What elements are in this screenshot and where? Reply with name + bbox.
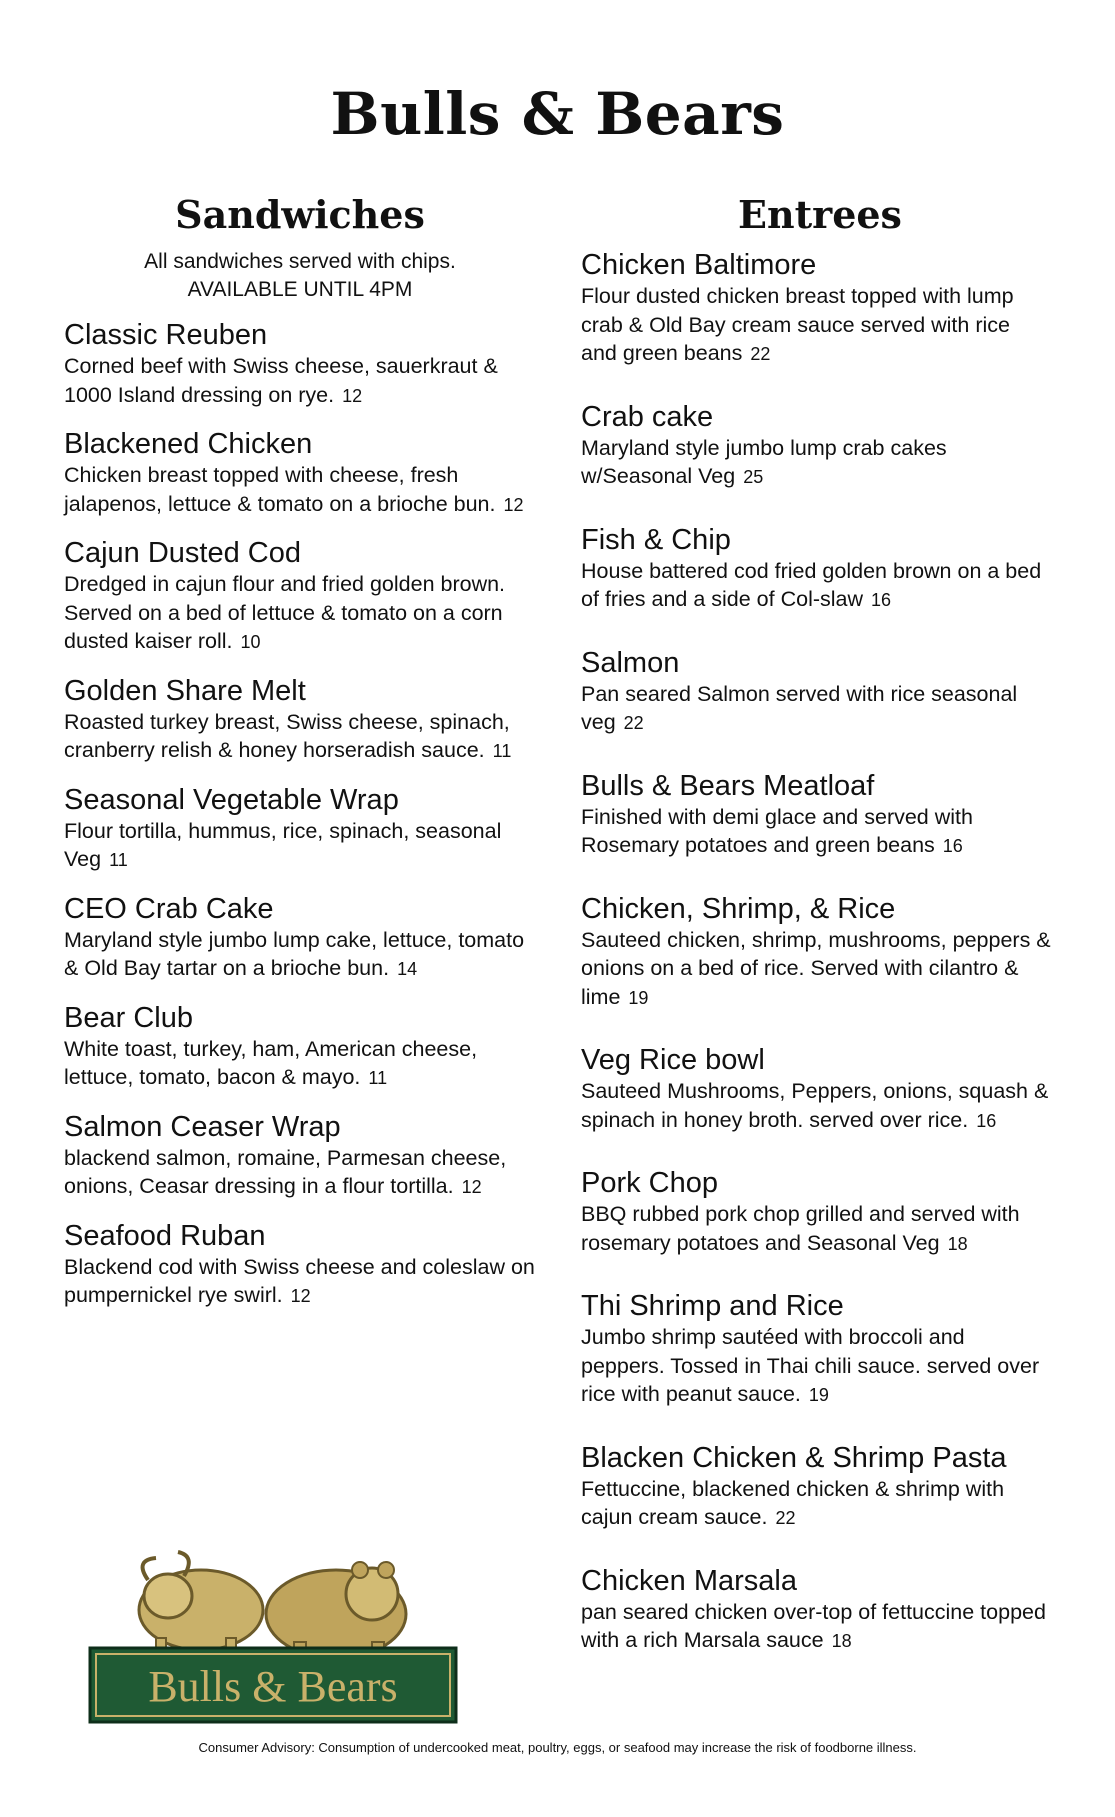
item-name: Seasonal Vegetable Wrap xyxy=(64,783,399,816)
menu-item xyxy=(64,536,544,656)
menu-item xyxy=(64,1219,544,1310)
item-description: House battered cod fried golden brown on a bed of fries and a side of Col-slaw xyxy=(581,558,1042,611)
item-name: Blacken Chicken & Shrimp Pasta xyxy=(581,1441,1007,1474)
item-price: 16 xyxy=(976,1110,997,1131)
item-description: Maryland style jumbo lump crab cakes w/Seasonal Veg xyxy=(581,435,947,488)
item-price: 16 xyxy=(942,836,963,856)
item-price: 14 xyxy=(397,959,418,979)
menu-item xyxy=(581,646,1051,737)
logo-text: Bulls & Bears xyxy=(148,1662,398,1711)
item-description: Sauteed Mushrooms, Peppers, onions, squash & spinach in honey broth. served over rice. xyxy=(581,1079,1049,1132)
menu-item xyxy=(64,427,544,518)
bull-icon xyxy=(139,1552,263,1662)
item-description: Maryland style jumbo lump cake, lettuce, tomato & Old Bay tartar on a brioche bun. xyxy=(64,927,525,980)
item-description: Blackend cod with Swiss cheese and coleslaw on pumpernickel rye swirl. xyxy=(64,1254,535,1307)
item-price: 11 xyxy=(492,741,512,761)
item-description: Sauteed chicken, shrimp, mushrooms, peppers & onions on a bed of rice. Served with cilantro & lime xyxy=(581,927,1051,1009)
item-description: Finished with demi glace and served with Rosemary potatoes and green beans xyxy=(581,804,973,857)
menu-item xyxy=(64,892,544,983)
item-name: Seafood Ruban xyxy=(64,1219,266,1252)
item-price: 25 xyxy=(743,467,764,487)
menu-item xyxy=(581,400,1051,491)
sandwiches-note-line: All sandwiches served with chips. xyxy=(144,250,456,273)
item-price: 16 xyxy=(871,590,892,610)
menu-item xyxy=(64,783,544,874)
logo-graphic xyxy=(86,1538,460,1726)
menu-item xyxy=(64,1001,544,1092)
item-price: 18 xyxy=(831,1631,852,1651)
sandwiches-list xyxy=(64,318,544,1328)
item-price: 19 xyxy=(808,1385,829,1405)
item-name: Chicken Baltimore xyxy=(581,249,817,281)
item-name: Bulls & Bears Meatloaf xyxy=(581,769,875,802)
item-name: Thi Shrimp and Rice xyxy=(581,1290,844,1322)
item-name: Salmon xyxy=(581,646,680,679)
item-description: Flour dusted chicken breast topped with lump crab & Old Bay cream sauce served with rice and green beans xyxy=(581,284,1014,365)
item-price: 22 xyxy=(750,344,771,364)
item-description: blackend salmon, romaine, Parmesan cheese, onions, Ceasar dressing in a flour tortilla. xyxy=(64,1145,507,1198)
item-name: Crab cake xyxy=(581,400,714,433)
item-description: Dredged in cajun flour and fried golden brown. Served on a bed of lettuce & tomato on a corn dusted kaiser roll. xyxy=(64,572,506,653)
item-price: 22 xyxy=(775,1508,796,1528)
item-name: Bear Club xyxy=(64,1001,193,1034)
menu-item xyxy=(581,1289,1051,1409)
menu-item xyxy=(64,674,544,765)
item-name: Classic Reuben xyxy=(64,319,268,351)
item-description: Pan seared Salmon served with rice seasonal veg xyxy=(581,681,1018,734)
item-name: Veg Rice bowl xyxy=(581,1044,765,1076)
item-price: 22 xyxy=(623,713,644,733)
sandwiches-note-line: AVAILABLE UNTIL 4PM xyxy=(187,278,413,301)
item-price: 12 xyxy=(342,385,363,406)
item-name: Fish & Chip xyxy=(581,523,731,556)
item-price: 12 xyxy=(503,494,524,515)
item-description: pan seared chicken over-top of fettuccine topped with a rich Marsala sauce xyxy=(581,1599,1046,1652)
entrees-list xyxy=(581,248,1051,1687)
item-price: 18 xyxy=(947,1233,968,1254)
menu-item xyxy=(581,769,1051,860)
item-name: Chicken, Shrimp, & Rice xyxy=(581,892,896,925)
item-description: Roasted turkey breast, Swiss cheese, spinach, cranberry relish & honey horseradish sauce. xyxy=(64,709,510,762)
item-description: White toast, turkey, ham, American cheese, lettuce, tomato, bacon & mayo. xyxy=(64,1036,478,1089)
item-price: 12 xyxy=(290,1286,311,1306)
item-name: Pork Chop xyxy=(581,1167,719,1199)
item-description: Corned beef with Swiss cheese, sauerkraut & 1000 Island dressing on rye. xyxy=(64,354,498,407)
menu-item xyxy=(581,1441,1051,1532)
entrees-heading: Entrees xyxy=(738,192,902,237)
menu-item xyxy=(64,318,544,409)
item-name: Golden Share Melt xyxy=(64,674,306,707)
sandwiches-note xyxy=(60,248,540,304)
item-name: Chicken Marsala xyxy=(581,1564,797,1597)
item-name: Salmon Ceaser Wrap xyxy=(64,1110,341,1143)
item-price: 10 xyxy=(240,632,261,652)
sandwiches-heading: Sandwiches xyxy=(175,192,425,237)
item-description: Fettuccine, blackened chicken & shrimp with cajun cream sauce. xyxy=(581,1476,1005,1529)
item-name: Blackened Chicken xyxy=(64,428,313,460)
item-price: 11 xyxy=(368,1068,388,1088)
item-description: Chicken breast topped with cheese, fresh jalapenos, lettuce & tomato on a brioche bun. xyxy=(64,463,496,516)
menu-item xyxy=(581,248,1051,368)
item-price: 11 xyxy=(109,850,128,870)
menu-item xyxy=(581,1043,1051,1134)
item-name: Cajun Dusted Cod xyxy=(64,537,301,569)
item-name: CEO Crab Cake xyxy=(64,892,274,925)
menu-item xyxy=(581,892,1051,1012)
menu-title: Bulls & Bears xyxy=(330,80,785,148)
menu-item xyxy=(581,1166,1051,1257)
item-price: 12 xyxy=(461,1177,482,1197)
menu-item xyxy=(581,523,1051,614)
menu-item xyxy=(64,1110,544,1201)
item-description: Jumbo shrimp sautéed with broccoli and peppers. Tossed in Thai chili sauce. served over rice with peanut sauce. xyxy=(581,1325,1040,1406)
item-price: 19 xyxy=(628,987,649,1008)
item-description: Flour tortilla, hummus, rice, spinach, seasonal Veg xyxy=(64,818,502,871)
consumer-advisory: Consumer Advisory: Consumption of undercooked meat, poultry, eggs, or seafood may increase the risk of foodborne illness. xyxy=(198,1740,917,1755)
bull-and-bear-logo xyxy=(86,1538,460,1726)
item-description: BBQ rubbed pork chop grilled and served with rosemary potatoes and Seasonal Veg xyxy=(581,1202,1020,1255)
menu-item xyxy=(581,1564,1051,1655)
